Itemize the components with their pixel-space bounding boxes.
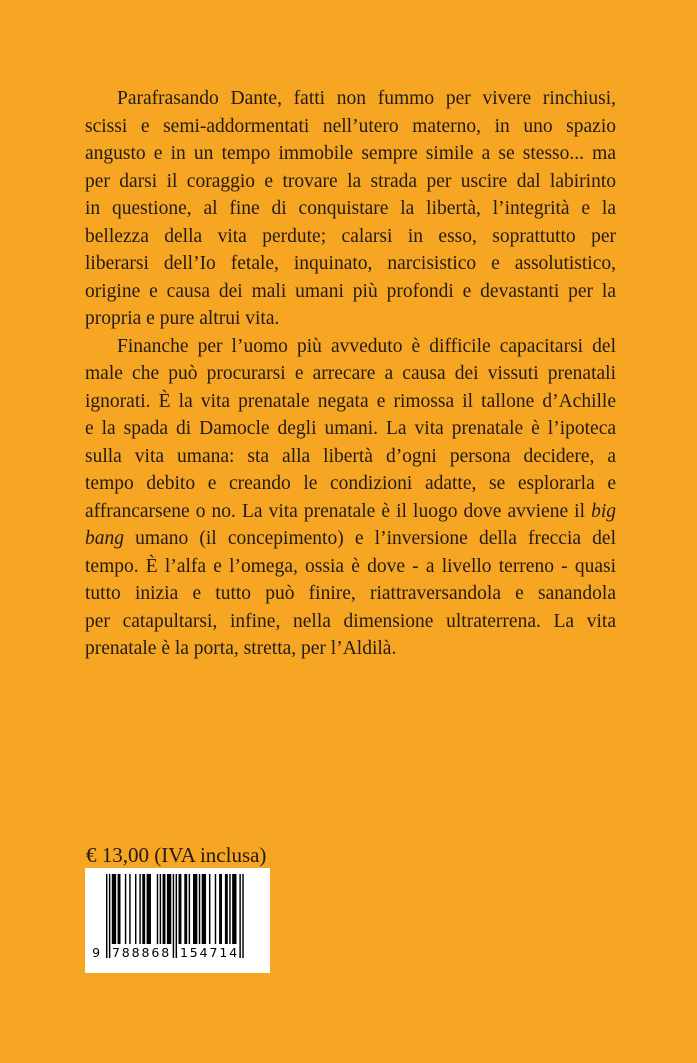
text-line: tempo debito e creando le condizioni adatte, se esplorarla e xyxy=(85,473,616,494)
text-line: per catapultarsi, infine, nella dimensione ultraterrena. La vita xyxy=(85,610,616,632)
barcode-bar xyxy=(135,874,136,944)
text-line: tempo. È l’alfa e l’omega, ossia è dove - a livello terreno - quasi xyxy=(85,555,616,577)
barcode-guard-bar xyxy=(106,874,107,958)
text-line xyxy=(85,525,616,553)
barcode-guard-bar xyxy=(173,874,174,958)
text-line: prenatale è la porta, stretta, per l’Aldilà. xyxy=(85,638,397,659)
barcode-bar xyxy=(167,874,171,944)
barcode-graphic xyxy=(85,868,270,973)
barcode-left-digits: 788868 xyxy=(111,945,172,960)
paragraph xyxy=(85,333,616,663)
text-line: sulla vita umana: sta alla libertà d’ogni persona decidere, a xyxy=(85,445,616,467)
italic-term: big xyxy=(591,500,616,522)
barcode-bar xyxy=(184,874,187,944)
barcode-bar xyxy=(225,874,228,944)
price-label: € 13,00 (IVA inclusa) xyxy=(86,843,267,867)
barcode-bar xyxy=(199,874,200,944)
paragraph xyxy=(85,85,616,333)
barcode-bar xyxy=(112,874,116,944)
text-line: in questione, al fine di conquistare la libertà, l’integrità e la xyxy=(85,198,616,219)
barcode-bar xyxy=(193,874,197,944)
barcode-bar xyxy=(147,874,151,944)
barcode-bar xyxy=(215,874,216,944)
barcode-first-digit: 9 xyxy=(92,945,102,960)
text-line: scissi e semi-addormentati nell’utero materno, in uno spazio xyxy=(85,115,616,137)
barcode-bar xyxy=(160,874,161,944)
barcode-bar xyxy=(129,874,130,944)
text-line: tutto inizia e tutto può finire, riattraversandola e sanandola xyxy=(85,583,616,604)
barcode-bar xyxy=(125,874,126,944)
barcode-bar xyxy=(142,874,145,944)
barcode-guard-bar xyxy=(109,874,110,958)
barcode-bar xyxy=(139,874,140,944)
barcode-guard-bar xyxy=(176,874,177,958)
barcode-bar xyxy=(189,874,190,944)
barcode-guard-bar xyxy=(242,874,243,958)
text-line: propria e pure altrui vita. xyxy=(85,308,280,329)
barcode-bar xyxy=(219,874,222,944)
barcode-bar xyxy=(232,874,236,944)
text-segment: affrancarsene o no. La vita prenatale è il luogo dove avviene il xyxy=(85,500,592,522)
italic-term: bang xyxy=(85,528,124,549)
text-line: bellezza della vita perdute; calarsi in esso, soprattutto per xyxy=(85,225,616,247)
text-segment: umano (il concepimento) e l’inversione della freccia del xyxy=(124,528,616,549)
text-line: e la spada di Damocle degli umani. La vita prenatale è l’ipoteca xyxy=(85,418,616,439)
text-line xyxy=(85,498,616,526)
barcode-bar xyxy=(179,874,182,944)
text-line: Finanche per l’uomo più avveduto è difficile capacitarsi del xyxy=(117,335,616,357)
barcode-guard-bar xyxy=(239,874,240,958)
text-line: angusto e in un tempo immobile sempre simile a se stesso... ma xyxy=(85,143,616,164)
text-line: Parafrasando Dante, fatti non fummo per vivere rinchiusi, xyxy=(117,88,616,109)
barcode-bar xyxy=(202,874,206,944)
text-line: ignorati. È la vita prenatale negata e rimossa il tallone d’Achille xyxy=(85,390,616,412)
barcode xyxy=(85,868,270,973)
barcode-bar xyxy=(163,874,166,944)
barcode-bar xyxy=(209,874,210,944)
barcode-bar xyxy=(157,874,158,944)
text-line: liberarsi dell’Io fetale, inquinato, narcisistico e assolutistico, xyxy=(85,253,616,274)
blurb-text xyxy=(85,85,616,663)
text-line: male che può procurarsi e arrecare a causa dei vissuti prenatali xyxy=(85,363,616,384)
barcode-right-digits: 154714 xyxy=(179,945,240,960)
text-line: per darsi il coraggio e trovare la strada per uscire dal labirinto xyxy=(85,170,616,192)
text-line: origine e causa dei mali umani più profondi e devastanti per la xyxy=(85,280,616,302)
barcode-bar xyxy=(118,874,121,944)
barcode-bar xyxy=(229,874,230,944)
